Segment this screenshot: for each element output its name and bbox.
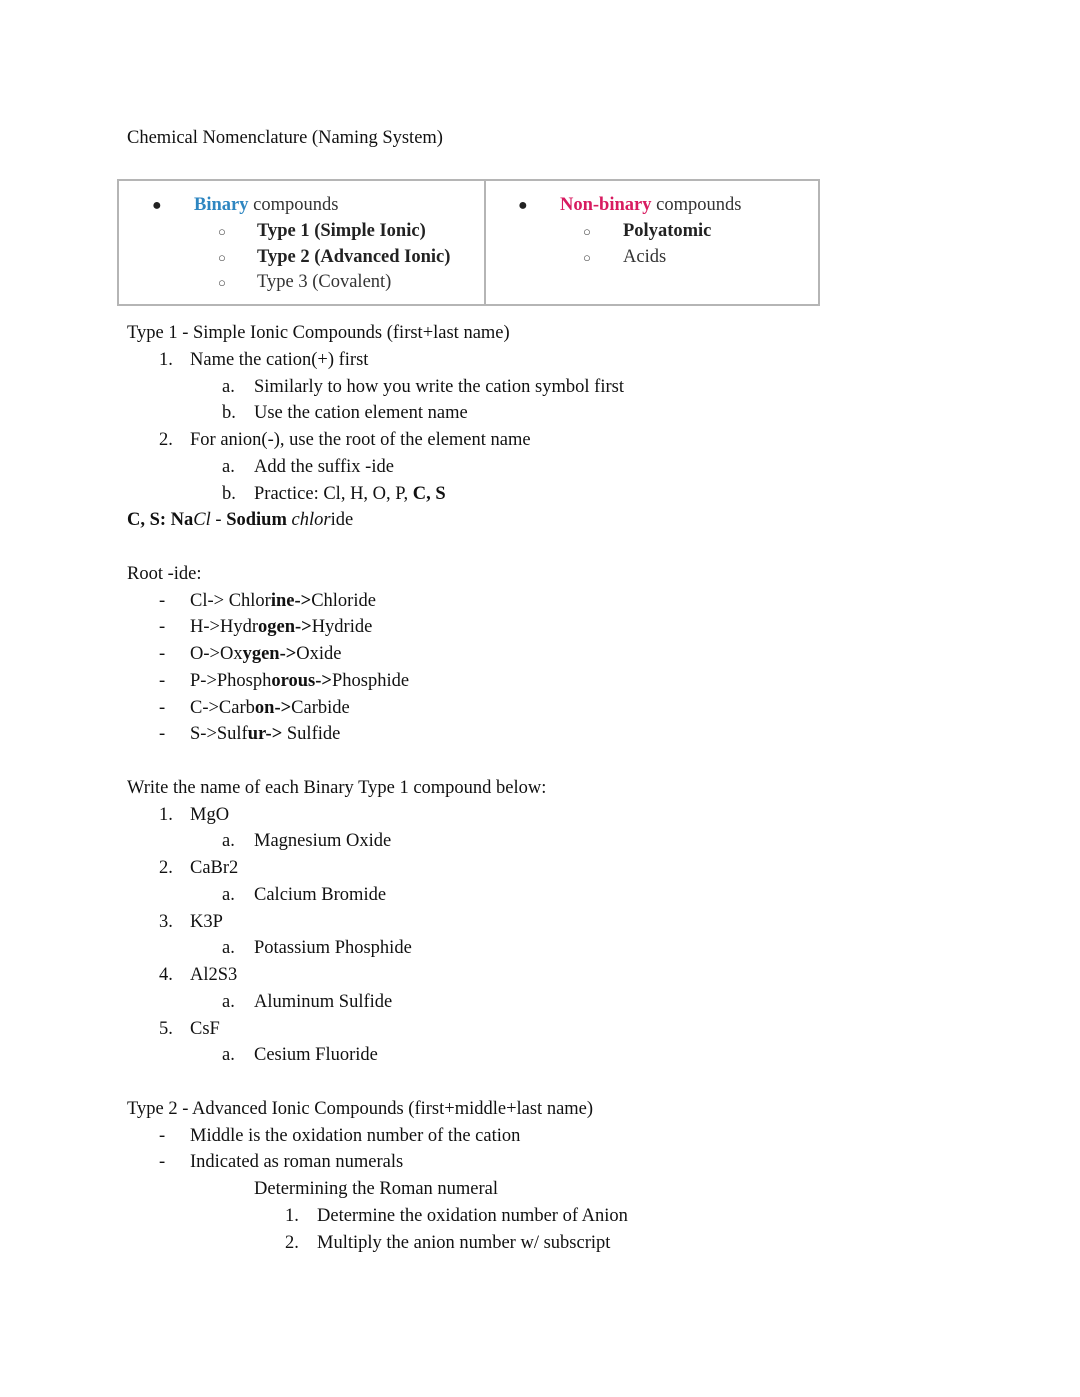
line-text [127,320,510,347]
text-segment: ur-> [247,724,283,745]
text-line [127,1230,1027,1257]
text-segment: CaBr2 [190,858,239,878]
list-marker: b. [222,483,236,504]
text-line [127,721,1027,748]
bullet-icon: ● [518,197,528,214]
bullet-icon: ● [152,197,162,214]
text-segment: Determine the oxidation number of Anion [317,1205,628,1226]
text-segment: C, S: Na [127,510,194,531]
text-line [127,614,1027,641]
list-marker: - [159,724,166,745]
circle-bullet-icon: ○ [218,275,226,290]
text-segment: CsF [190,1018,220,1039]
line-text [190,641,342,668]
text-segment: Add the suffix -ide [254,456,394,477]
text-segment: Determining the Roman numeral [254,1179,499,1199]
list-marker: 2. [285,1232,299,1253]
line-text [254,828,391,855]
line-text [190,668,409,695]
line-text [127,775,546,802]
text-segment: O->Ox [190,644,243,664]
line-text [254,481,446,508]
text-line [127,668,1027,695]
line-text [254,989,392,1016]
list-marker: a. [222,938,235,959]
list-marker: 1. [159,349,173,370]
line-text [190,721,340,748]
line-text [190,1149,403,1176]
text-segment: Chloride [311,590,376,611]
line-text [127,1096,593,1123]
text-segment: Aluminum Sulfide [254,991,393,1012]
blank-line [127,534,1027,561]
text-segment: Sulfide [282,724,341,745]
text-line [127,588,1027,615]
text-line [127,400,1027,427]
text-segment: Calcium Bromide [254,884,387,905]
text-segment: Root -ide: [127,563,202,584]
text-segment: Phosphide [331,670,410,691]
non-binary-cell [486,181,818,304]
text-segment: Practice: Cl, H, O, P, [254,483,413,504]
line-text [190,962,237,989]
list-item: Type 3 (Covalent) [257,272,392,292]
text-segment: Similarly to how you write the cation symbol first [254,376,624,397]
text-segment: Al2S3 [190,965,238,985]
line-text [190,909,223,936]
text-segment: Type 1 - Simple Ionic Compounds (first+last name) [127,323,510,343]
non-binary-heading [560,192,741,218]
line-text [254,882,386,909]
list-marker: - [159,697,166,718]
text-line [127,454,1027,481]
text-segment: - [210,510,227,531]
text-segment: C, S [412,483,446,504]
list-marker: a. [222,456,235,477]
binary-heading [194,192,338,218]
compound-types-table [117,179,820,306]
text-segment: Cesium Fluoride [254,1045,378,1066]
text-line [127,775,1027,802]
circle-bullet-icon: ○ [583,224,591,239]
list-marker: - [159,1152,166,1173]
text-segment: Carbide [291,697,350,718]
text-segment: Indicated as roman numerals [190,1152,404,1173]
line-text [190,695,350,722]
text-line [127,561,1027,588]
text-line [127,1176,1027,1203]
line-text [190,1016,220,1043]
text-line [127,481,1027,508]
document-title: Chemical Nomenclature (Naming System) [127,128,443,148]
text-segment: Sodium [226,510,287,531]
list-item: Type 2 (Advanced Ionic) [257,246,451,267]
list-marker: - [159,1125,166,1146]
text-segment: Type 2 - Advanced Ionic Compounds (first+middle+last name) [127,1098,594,1119]
list-marker: b. [222,403,236,424]
text-line [127,1096,1027,1123]
text-line [127,507,1027,534]
text-line [127,989,1027,1016]
list-item: Polyatomic [623,221,712,241]
line-text [190,427,531,454]
non-binary-rest: compounds [651,195,742,215]
text-segment: Magnesium Oxide [254,831,392,852]
text-line [127,1123,1027,1150]
text-line [127,1203,1027,1230]
binary-label: Binary [194,195,249,215]
line-text [317,1203,628,1230]
line-text [190,1123,520,1150]
text-segment: Middle is the oxidation number of the cation [190,1125,521,1146]
non-binary-label: Non-binary [560,195,652,215]
blank-line [127,1069,1027,1096]
line-text [190,588,376,615]
line-text [254,400,468,427]
text-segment: ine-> [270,590,312,611]
text-segment: Cl-> Chlor [190,590,271,611]
line-text [317,1230,610,1257]
text-segment: ogen-> [257,617,312,638]
list-marker: 2. [159,858,173,878]
circle-bullet-icon: ○ [218,249,226,265]
text-segment: ygen-> [242,644,297,664]
list-marker: - [159,617,166,638]
list-marker: 1. [285,1205,299,1226]
text-segment: H->Hydr [190,617,258,638]
text-line [127,1149,1027,1176]
list-marker: 2. [159,430,173,450]
text-segment: Oxide [296,644,342,664]
list-marker: a. [222,1045,235,1066]
line-text [254,1042,378,1069]
list-marker: 5. [159,1018,173,1039]
text-segment: Write the name of each Binary Type 1 compound below: [127,777,547,798]
text-segment: K3P [190,911,223,932]
text-line [127,855,1027,882]
text-line [127,695,1027,722]
circle-bullet-icon: ○ [583,249,591,265]
list-marker: 4. [159,965,173,985]
line-text [190,802,229,829]
text-line [127,320,1027,347]
list-item: Acids [623,246,667,267]
text-line [127,828,1027,855]
text-segment: chlor [291,510,331,531]
text-line [127,1042,1027,1069]
line-text [254,454,394,481]
text-line [127,374,1027,401]
text-segment: C->Carb [190,697,255,718]
text-segment: MgO [190,804,230,825]
text-line [127,935,1027,962]
text-segment: ide [330,510,354,531]
line-text [254,1176,498,1203]
text-segment: on-> [254,697,292,718]
text-segment: orous-> [271,670,332,691]
binary-cell [119,181,486,304]
list-marker: 3. [159,911,173,932]
text-line [127,347,1027,374]
list-item: Type 1 (Simple Ionic) [257,221,426,241]
line-text [254,374,624,401]
list-marker: - [159,670,166,691]
blank-line [127,748,1027,775]
list-marker: - [159,590,166,611]
line-text [190,347,368,374]
binary-rest: compounds [248,195,339,215]
text-segment: Potassium Phosphide [254,938,412,959]
list-marker: - [159,644,166,664]
text-line [127,962,1027,989]
text-line [127,1016,1027,1043]
line-text [190,855,238,882]
list-marker: a. [222,831,235,852]
document-body [127,320,1027,1256]
text-line [127,909,1027,936]
line-text [190,614,372,641]
text-segment: S->Sulf [190,724,248,745]
text-segment: Multiply the anion number w/ subscript [317,1232,611,1253]
text-line [127,427,1027,454]
line-text [254,935,412,962]
line-text [127,507,353,534]
text-segment: Name the cation(+) first [190,349,369,370]
text-segment: P->Phosph [190,670,272,691]
line-text [127,561,202,588]
circle-bullet-icon: ○ [218,224,226,239]
list-marker: 1. [159,804,173,825]
list-marker: a. [222,884,235,905]
text-segment: Use the cation element name [254,403,468,424]
list-marker: a. [222,376,235,397]
text-segment: Hydride [311,617,373,638]
list-marker: a. [222,991,235,1012]
text-segment: For anion(-), use the root of the element name [190,430,531,450]
text-segment: Cl [193,510,211,531]
text-line [127,641,1027,668]
text-line [127,802,1027,829]
text-line [127,882,1027,909]
